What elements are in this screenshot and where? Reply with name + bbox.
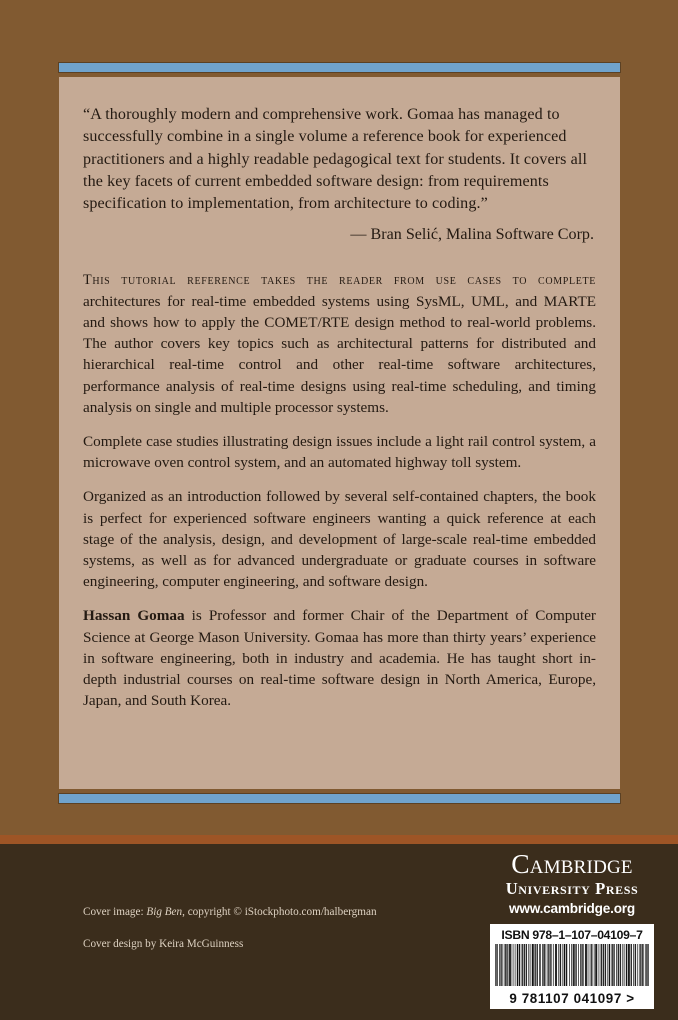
divider-rule-top bbox=[59, 63, 620, 72]
content-panel bbox=[59, 63, 620, 808]
review-quote: “A thoroughly modern and comprehensive work. Gomaa has managed to successfully combine in a single volume a reference book for experienced practitioners and a highly readable pedagogical text for students. It covers all the key facets of current embedded software design: from requirements specification to implementation, from architecture to coding.” bbox=[83, 106, 588, 213]
description-paragraph-1 bbox=[83, 269, 596, 418]
ean-digits: 9 781107 041097 > bbox=[509, 990, 635, 1006]
cover-design-credit: Cover design by Keira McGuinness bbox=[83, 938, 244, 951]
lead-remaining-text: architectures for real-time embedded systems using SysML, UML, and MARTE and shows how to apply the COMET/RTE design method to real-world problems. The author covers key topics such as architectural patterns for distributed and hierarchical real-time control and other real-time software architectures, performance analysis of real-time designs using real-time scheduling, and timing analysis on single and multiple processor systems. bbox=[83, 292, 596, 416]
author-bio-paragraph bbox=[83, 605, 596, 711]
isbn-barcode bbox=[490, 924, 654, 1010]
divider-rule-bottom bbox=[59, 794, 620, 803]
cover-image-credit-title: Big Ben bbox=[146, 906, 183, 918]
accent-stripe bbox=[0, 835, 678, 844]
description-paragraph-3: Organized as an introduction followed by several self-contained chapters, the book is perfect for experienced software engineers wanting a quick reference at each stage of the analysis, design, and development of large-scale real-time embedded systems, as well as for advanced undergraduate or graduate courses in software engineering, computer engineering, and software design. bbox=[83, 488, 596, 591]
cover-footer bbox=[0, 844, 678, 1020]
isbn-number: ISBN 978–1–107–04109–7 bbox=[501, 927, 643, 942]
author-name: Hassan Gomaa bbox=[83, 607, 185, 625]
author-bio-text: is Professor and former Chair of the Department of Computer Science at George Mason University. Gomaa has more than thirty years’ experience in software engineering, both in industry and academia. He has taught short in-depth industrial courses on real-time software design in North America, Europe, Japan, and South Korea. bbox=[83, 607, 596, 710]
publisher-name: Cambridge bbox=[511, 848, 633, 879]
credits-block bbox=[83, 906, 377, 952]
cover-image-credit bbox=[83, 906, 377, 919]
cover-image-credit-suffix: , copyright © iStockphoto.com/halbergman bbox=[182, 906, 377, 918]
barcode-bars bbox=[495, 944, 649, 986]
cover-image-credit-prefix: Cover image: bbox=[83, 906, 147, 918]
publisher-block bbox=[484, 850, 660, 1009]
review-attribution: — Bran Selić, Malina Software Corp. bbox=[350, 226, 594, 244]
lead-smallcaps-text: This tutorial reference takes the reader from use cases to complete bbox=[83, 271, 596, 288]
publisher-subtitle: University Press bbox=[505, 878, 639, 898]
panel-body bbox=[59, 77, 620, 789]
description-paragraph-2: Complete case studies illustrating design issues include a light rail control system, a microwave oven control system, and an automated highway toll system. bbox=[83, 432, 596, 472]
publisher-url: www.cambridge.org bbox=[508, 900, 635, 916]
